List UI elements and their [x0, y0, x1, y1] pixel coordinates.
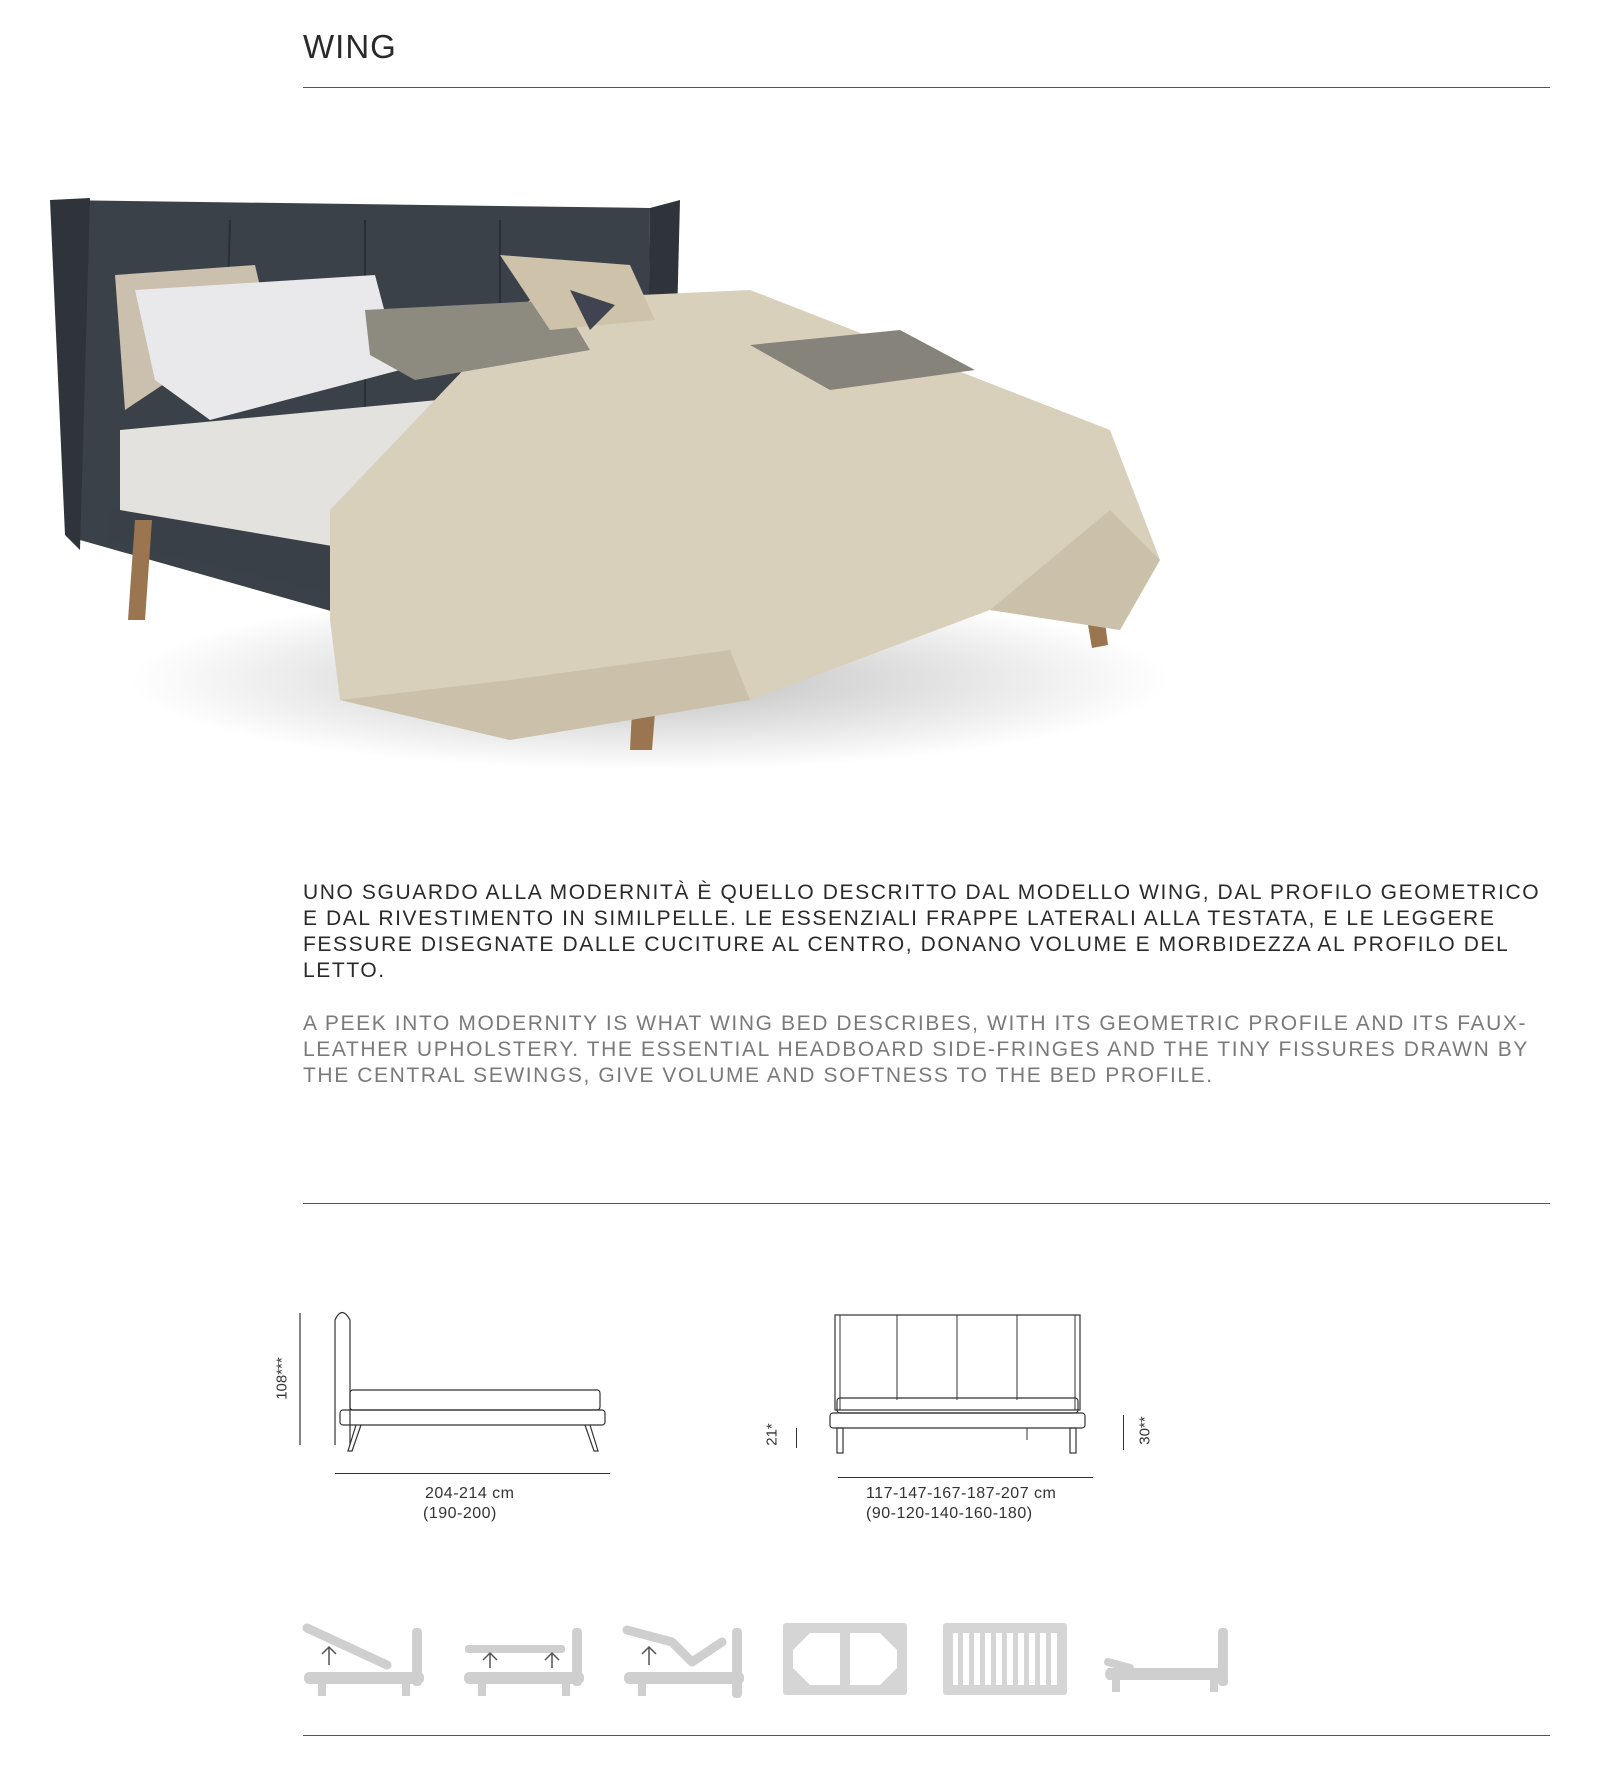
top-rule: [303, 87, 1550, 88]
middle-rule: [303, 1203, 1550, 1204]
front-leg-height-rule: [1123, 1415, 1124, 1450]
front-leg-height-label: 30**: [1136, 1416, 1154, 1445]
front-frame-height-rule: [796, 1428, 797, 1448]
front-width-label: [866, 1484, 1056, 1524]
side-length-note: (190-200): [423, 1505, 497, 1522]
slatted-base-icon: [940, 1620, 1070, 1700]
bed-photo: [30, 180, 1190, 820]
description-italian: UNO SGUARDO ALLA MODERNITÀ È QUELLO DESCRITTO DAL MODELLO WING, DAL PROFILO GEOMETRICO E DAL RIVESTIMENTO IN SIMILPELLE. LE ESSENZIALI FRAPPE LATERALI ALLA TESTATA, E LE LEGGERE FESSURE DISEGNATE DALLE CUCITURE AL CENTRO, DONANO VOLUME E MORBIDEZZA AL PROFILO DEL LETTO.: [303, 881, 1541, 982]
bottom-rule: [303, 1735, 1550, 1736]
double-lift-icon: [462, 1620, 592, 1700]
side-height-label: 108***: [273, 1357, 291, 1400]
front-width-note: (90-120-140-160-180): [866, 1505, 1033, 1522]
split-slats-icon: [780, 1620, 910, 1700]
front-frame-height-label: 21*: [763, 1423, 781, 1446]
adjustable-base-icon: [622, 1620, 752, 1700]
side-length-label: [425, 1484, 515, 1524]
front-view-drawing: [825, 1310, 1095, 1460]
side-length: 204-214 cm: [425, 1485, 515, 1502]
front-width: 117-147-167-187-207 cm: [866, 1485, 1057, 1502]
front-width-rule: [838, 1477, 1093, 1478]
storage-lift-icon: [302, 1620, 432, 1700]
side-view-drawing: [290, 1305, 620, 1465]
description-english: A PEEK INTO MODERNITY IS WHAT WING BED DESCRIBES, WITH ITS GEOMETRIC PROFILE AND ITS FAUX-LEATHER UPHOLSTERY. THE ESSENTIAL HEADBOARD SIDE-FRINGES AND THE TINY FISSURES DRAWN BY THE CENTRAL SEWINGS, GIVE VOLUME AND SOFTNESS TO THE BED PROFILE.: [303, 1012, 1529, 1087]
page-title: WING: [303, 28, 397, 65]
side-length-rule: [335, 1473, 610, 1474]
platform-base-icon: [1100, 1620, 1230, 1700]
